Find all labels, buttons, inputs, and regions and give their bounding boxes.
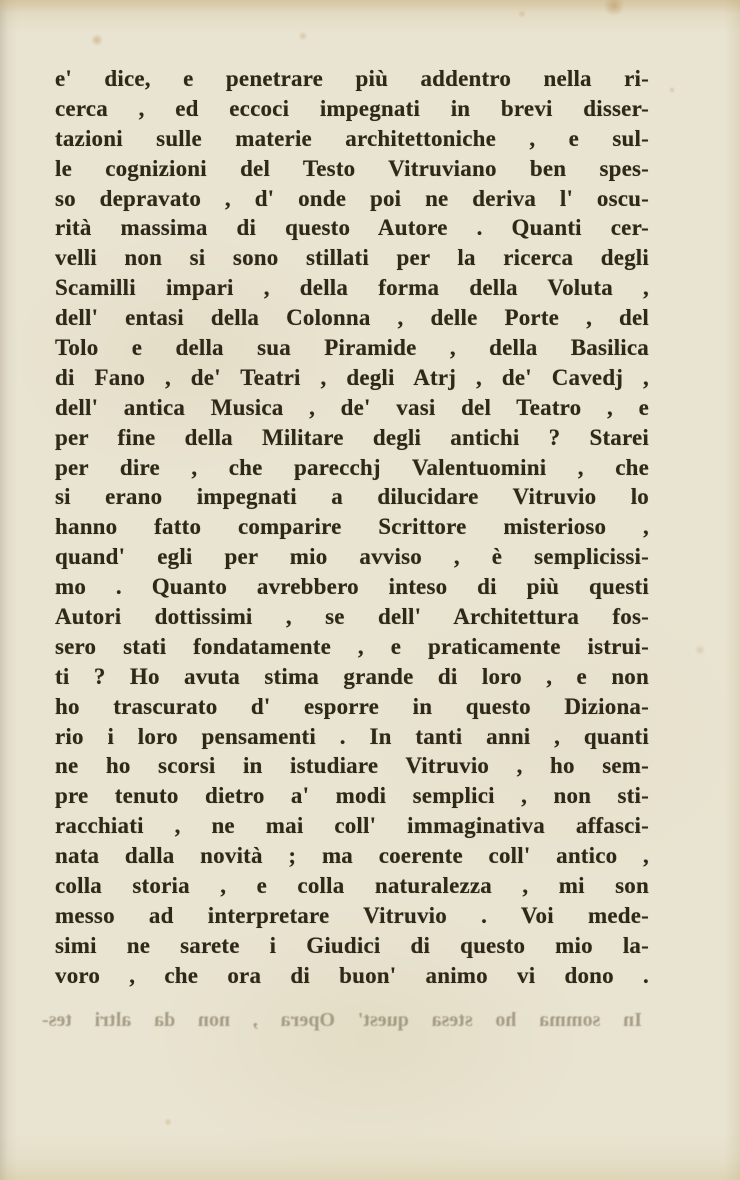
text-line: racchiati , ne mai coll' immaginativa affasci- — [55, 813, 649, 839]
text-line: hanno fatto comparire Scrittore misterioso , — [55, 514, 649, 540]
text-line: rio i loro pensamenti . In tanti anni , quanti — [55, 723, 649, 749]
text-line: cerca , ed eccoci impegnati in brevi disser- — [55, 95, 649, 121]
text-line: ne ho scorsi in istudiare Vitruvio , ho sem- — [55, 753, 649, 779]
text-line: ho trascurato d' esporre in questo Diziona- — [55, 693, 649, 719]
text-line: Scamilli impari , della forma della Voluta , — [55, 275, 649, 301]
text-line: di Fano , de' Teatri , degli Atrj , de' Cavedj , — [55, 364, 649, 390]
text-line: so depravato , d' onde poi ne deriva l' oscu- — [55, 185, 649, 211]
text-line: e' dice, e penetrare più addentro nella ri- — [55, 66, 649, 91]
paragraph — [55, 64, 649, 991]
text-line: colla storia , e colla naturalezza , mi son — [55, 873, 649, 899]
text-line: dell' antica Musica , de' vasi del Teatro , e — [55, 394, 649, 420]
text-line: dell' entasi della Colonna , delle Porte , del — [55, 305, 649, 331]
text-line: messo ad interpretare Vitruvio . Voi mede- — [55, 902, 649, 928]
text-line: rità massima di questo Autore . Quanti cer- — [55, 215, 649, 241]
text-line: simi ne sarete i Giudici di questo mio la- — [55, 932, 649, 958]
text-line: le cognizioni del Testo Vitruviano ben spes- — [55, 155, 649, 181]
text-line: pre tenuto dietro a' modi semplici , non sti- — [55, 783, 649, 809]
text-line: Autori dottissimi , se dell' Architettura fos- — [55, 604, 649, 630]
text-line: mo . Quanto avrebbero inteso di più questi — [55, 574, 649, 600]
text-line: ti ? Ho avuta stima grande di loro , e non — [55, 663, 649, 689]
text-line: quand' egli per mio avviso , è semplicissi- — [55, 544, 649, 570]
text-line: voro , che ora di buon' animo vi dono . — [55, 962, 649, 988]
text-line: per dire , che parecchj Valentuomini , che — [55, 454, 649, 480]
text-line: si erano impegnati a dilucidare Vitruvio lo — [55, 484, 649, 510]
text-line: nata dalla novità ; ma coerente coll' antico , — [55, 843, 649, 869]
text-line: tazioni sulle materie architettoniche , e sul- — [55, 125, 649, 151]
bleedthrough-text: In somma ho stesa quest' Opera , non da altri tes- — [42, 1009, 642, 1031]
text-line: velli non si sono stillati per la ricerca degli — [55, 245, 649, 271]
text-line: Tolo e della sua Piramide , della Basilica — [55, 335, 649, 361]
text-line: sero stati fondatamente , e praticamente istrui- — [55, 633, 649, 659]
text-line: per fine della Militare degli antichi ? Starei — [55, 424, 649, 450]
